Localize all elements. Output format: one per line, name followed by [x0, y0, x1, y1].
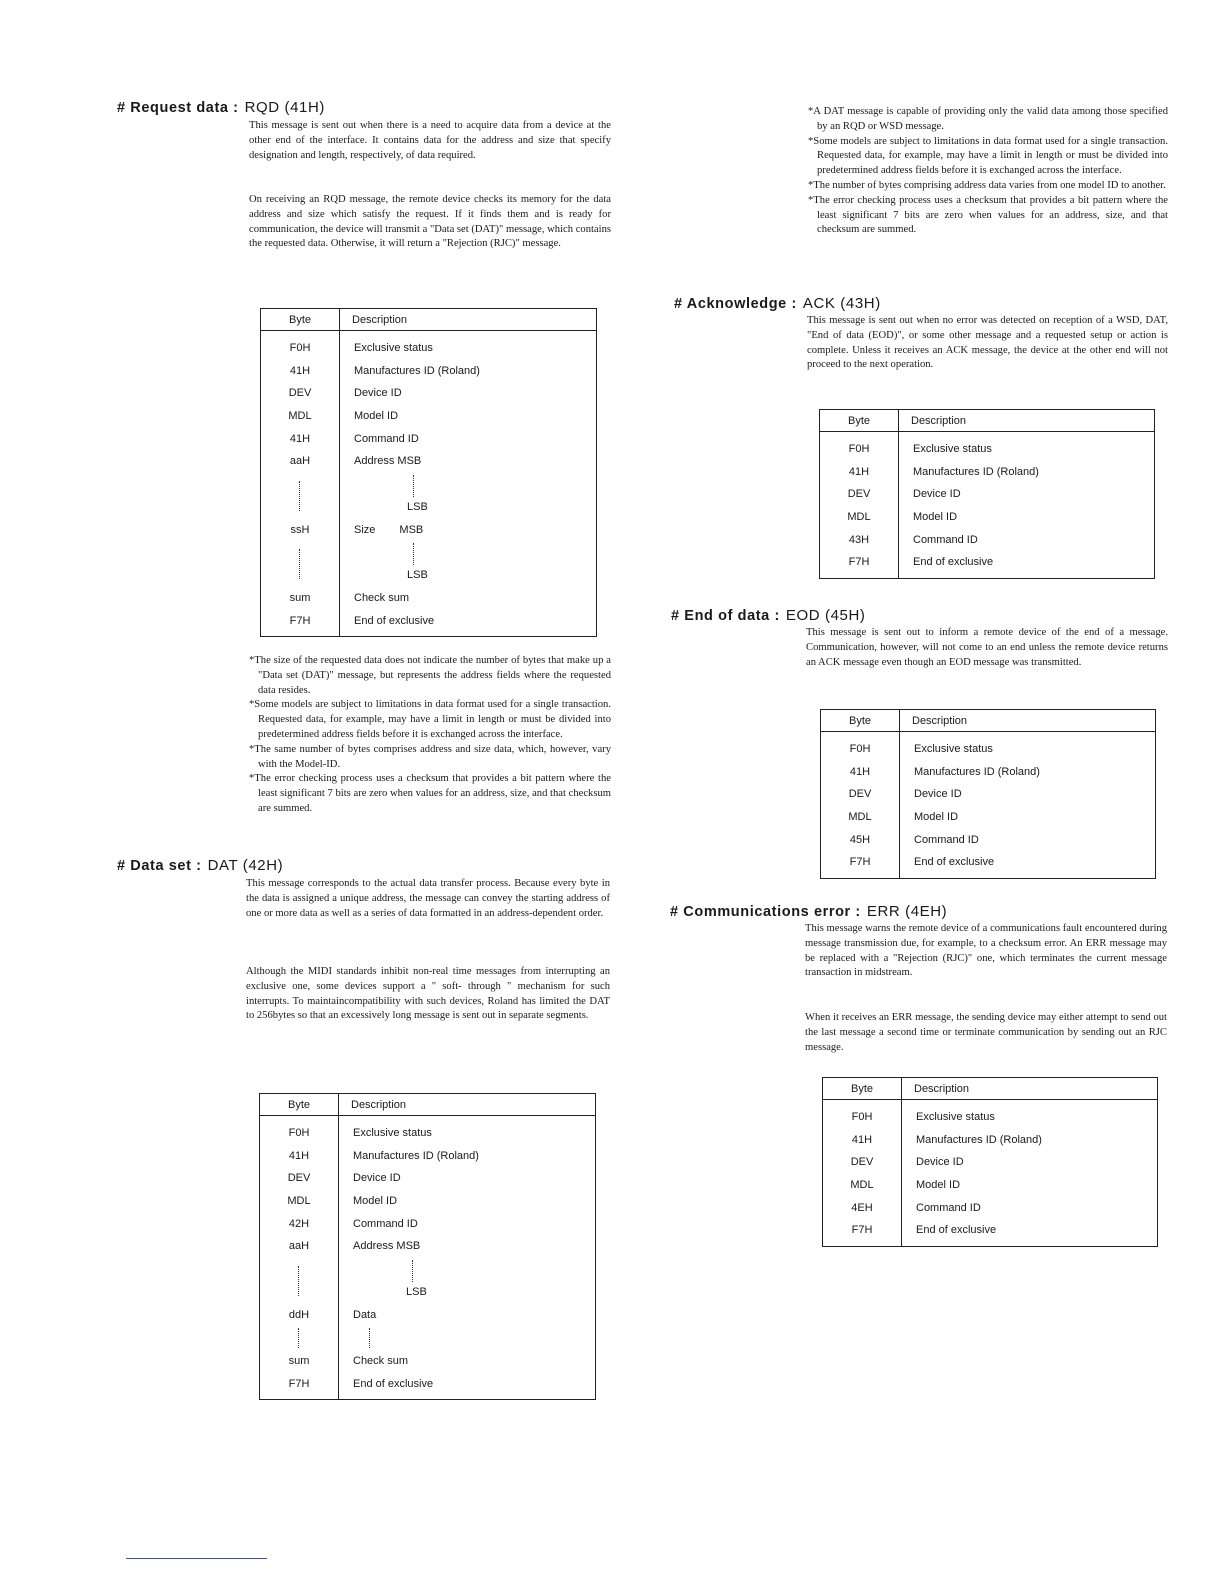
dat-notes [808, 105, 1168, 238]
dat-heading-label: # Data set : [117, 858, 202, 874]
table-row: MDL Model ID [260, 1190, 596, 1213]
ack-heading-label: # Acknowledge : [674, 296, 797, 312]
rqd-heading [117, 99, 325, 116]
eod-command: EOD (45H) [785, 607, 866, 624]
dat-heading [117, 857, 283, 874]
vertical-ellipsis-icon [299, 549, 301, 579]
vertical-ellipsis-icon [413, 543, 415, 565]
table-row: DEV Device ID [823, 1151, 1158, 1174]
table-row: MDL Model ID [821, 806, 1156, 829]
dat-col-byte: Byte [260, 1094, 339, 1116]
table-row: F0H Exclusive status [261, 331, 597, 360]
err-col-desc: Description [902, 1078, 1158, 1100]
table-row: 41H Manufactures ID (Roland) [823, 1129, 1158, 1152]
table-row: F7H End of exclusive [821, 851, 1156, 878]
table-row: 45H Command ID [821, 828, 1156, 851]
list-item: *Some models are subject to limitations in data format used for a single transaction. Requested data, for example, may have a limit in length or must be divided into predetermined address fields before it is exchanged across the interface. [249, 699, 611, 740]
table-row-continuation [261, 473, 597, 519]
eod-col-desc: Description [900, 710, 1156, 732]
table-row: 41H Manufactures ID (Roland) [261, 360, 597, 383]
table-row: F0H Exclusive status [820, 432, 1155, 461]
table-row: DEV Device ID [260, 1167, 596, 1190]
table-row: 42H Command ID [260, 1212, 596, 1235]
rqd-notes [249, 654, 611, 817]
table-row: MDL Model ID [820, 506, 1155, 529]
table-row: MDL Model ID [823, 1174, 1158, 1197]
list-item: *The size of the requested data does not indicate the number of bytes that make up a "Data set (DAT)" message, but represents the address fields where the requested data resides. [249, 655, 611, 696]
vertical-ellipsis-icon [299, 481, 301, 511]
ack-command: ACK (43H) [802, 295, 881, 312]
vertical-ellipsis-icon [413, 475, 415, 497]
table-row: F7H End of exclusive [823, 1219, 1158, 1246]
ack-col-byte: Byte [820, 410, 899, 432]
ack-para-1: This message is sent out when no error was detected on reception of a WSD, DAT, "End of data (EOD)", or some other message and a requested setup or action is complete. Unless it receives an ACK message, the device at the other end will not proceed to the next operation. [807, 315, 1168, 371]
list-item: *Some models are subject to limitations in data format used for a single transaction. Requested data, for example, may have a limit in length or must be divided into predetermined address fields before it is exchanged across the interface. [808, 135, 1168, 177]
table-row: 41H Manufactures ID (Roland) [260, 1145, 596, 1168]
eod-heading [671, 607, 866, 624]
dat-address-lsb: LSB [406, 1285, 427, 1298]
dat-col-desc: Description [339, 1094, 596, 1116]
table-row: ddH Data [260, 1304, 596, 1327]
table-row: 41H Manufactures ID (Roland) [821, 761, 1156, 784]
table-row: 43H Command ID [820, 528, 1155, 551]
err-heading-label: # Communications error : [670, 904, 861, 920]
table-row: ssH Size MSB [261, 519, 597, 542]
list-item: *The error checking process uses a checksum that provides a bit pattern where the least significant 7 bits are zero when values for an address, size, and that checksum are summed. [249, 773, 611, 814]
table-row: F7H End of exclusive [261, 610, 597, 637]
dat-para-1: This message corresponds to the actual data transfer process. Because every byte in the data is assigned a unique address, the message can convey the starting address of one or more data as well as a series of data formatted in an address-dependent order. [246, 878, 610, 919]
table-row: MDL Model ID [261, 405, 597, 428]
vertical-ellipsis-icon [369, 1328, 371, 1348]
rqd-command: RQD (41H) [244, 99, 326, 116]
rqd-para-1: This message is sent out when there is a need to acquire data from a device at the other end of the interface. It contains data for the address and size that specify designation and length, respectively, of data required. [249, 120, 611, 161]
err-col-byte: Byte [823, 1078, 902, 1100]
table-row: DEV Device ID [821, 783, 1156, 806]
rqd-para-2: On receiving an RQD message, the remote device checks its memory for the data address and size which satisfy the request. If it finds them and is ready for communication, the device will transmit a "Data set (DAT)" message, which contains the requested data. Otherwise, it will return a "Rejection (RJC)" message. [249, 194, 611, 250]
list-item: *A DAT message is capable of providing only the valid data among those specified by an RQD or WSD message. [808, 106, 1168, 132]
err-command: ERR (4EH) [866, 903, 948, 920]
table-row: 4EH Command ID [823, 1196, 1158, 1219]
eod-heading-label: # End of data : [671, 608, 780, 624]
table-row-continuation [261, 541, 597, 587]
list-item: *The error checking process uses a checksum that provides a bit pattern where the least significant 7 bits are zero when values for an address, size, and that checksum are summed. [808, 194, 1168, 236]
ack-heading [674, 295, 881, 312]
table-row: F0H Exclusive status [260, 1116, 596, 1145]
table-row: F0H Exclusive status [823, 1100, 1158, 1129]
eod-col-byte: Byte [821, 710, 900, 732]
table-row: aaH Address MSB [260, 1235, 596, 1258]
rqd-col-byte: Byte [261, 309, 340, 331]
eod-para-1: This message is sent out to inform a remote device of the end of a message. Communication, however, will not come to an end unless the remote device returns an ACK message even though an EOD message was transmitted. [806, 627, 1168, 668]
err-para-1: This message warns the remote device of a communications fault encountered during message transmission due, for example, to a checksum error. An ERR message may be replaced with a "Rejection (RJC)" one, which terminates the current message transaction in midstream. [805, 923, 1167, 979]
err-table [822, 1077, 1158, 1247]
ack-table [819, 409, 1155, 579]
err-heading [670, 903, 947, 920]
err-para-2: When it receives an ERR message, the sending device may either attempt to send out the last message a second time or terminate communication by sending out an RJC message. [805, 1012, 1167, 1053]
vertical-ellipsis-icon [298, 1266, 300, 1296]
table-row: 41H Manufactures ID (Roland) [820, 461, 1155, 484]
rqd-table [260, 308, 597, 637]
dat-table [259, 1093, 596, 1400]
rqd-col-desc: Description [340, 309, 597, 331]
vertical-ellipsis-icon [298, 1328, 300, 1348]
table-row: DEV Device ID [261, 382, 597, 405]
dat-para-2: Although the MIDI standards inhibit non-real time messages from interrupting an exclusive one, some devices support a " soft- through " mechanism for such interrupts. To maintaincompatibility with such devices, Roland has limited the DAT to 256bytes so that an excessively long message is sent out in separate segments. [246, 966, 610, 1022]
table-row: 41H Command ID [261, 427, 597, 450]
rqd-address-lsb: LSB [407, 500, 428, 513]
table-row: F7H End of exclusive [820, 551, 1155, 578]
table-row-continuation [260, 1326, 596, 1350]
table-row: F7H End of exclusive [260, 1373, 596, 1400]
table-row-continuation [260, 1258, 596, 1304]
eod-table [820, 709, 1156, 879]
rqd-size-lsb: LSB [407, 569, 428, 582]
table-row: DEV Device ID [820, 483, 1155, 506]
rqd-heading-label: # Request data : [117, 100, 239, 116]
list-item: *The same number of bytes comprises address and size data, which, however, vary with the Model-ID. [249, 743, 611, 770]
table-row: F0H Exclusive status [821, 732, 1156, 761]
table-row: sum Check sum [261, 587, 597, 610]
ack-col-desc: Description [899, 410, 1155, 432]
dat-command: DAT (42H) [207, 857, 284, 874]
table-row: sum Check sum [260, 1350, 596, 1373]
list-item: *The number of bytes comprising address data varies from one model ID to another. [808, 179, 1166, 191]
footer-rule [126, 1558, 267, 1559]
table-row: aaH Address MSB [261, 450, 597, 473]
vertical-ellipsis-icon [412, 1260, 414, 1282]
